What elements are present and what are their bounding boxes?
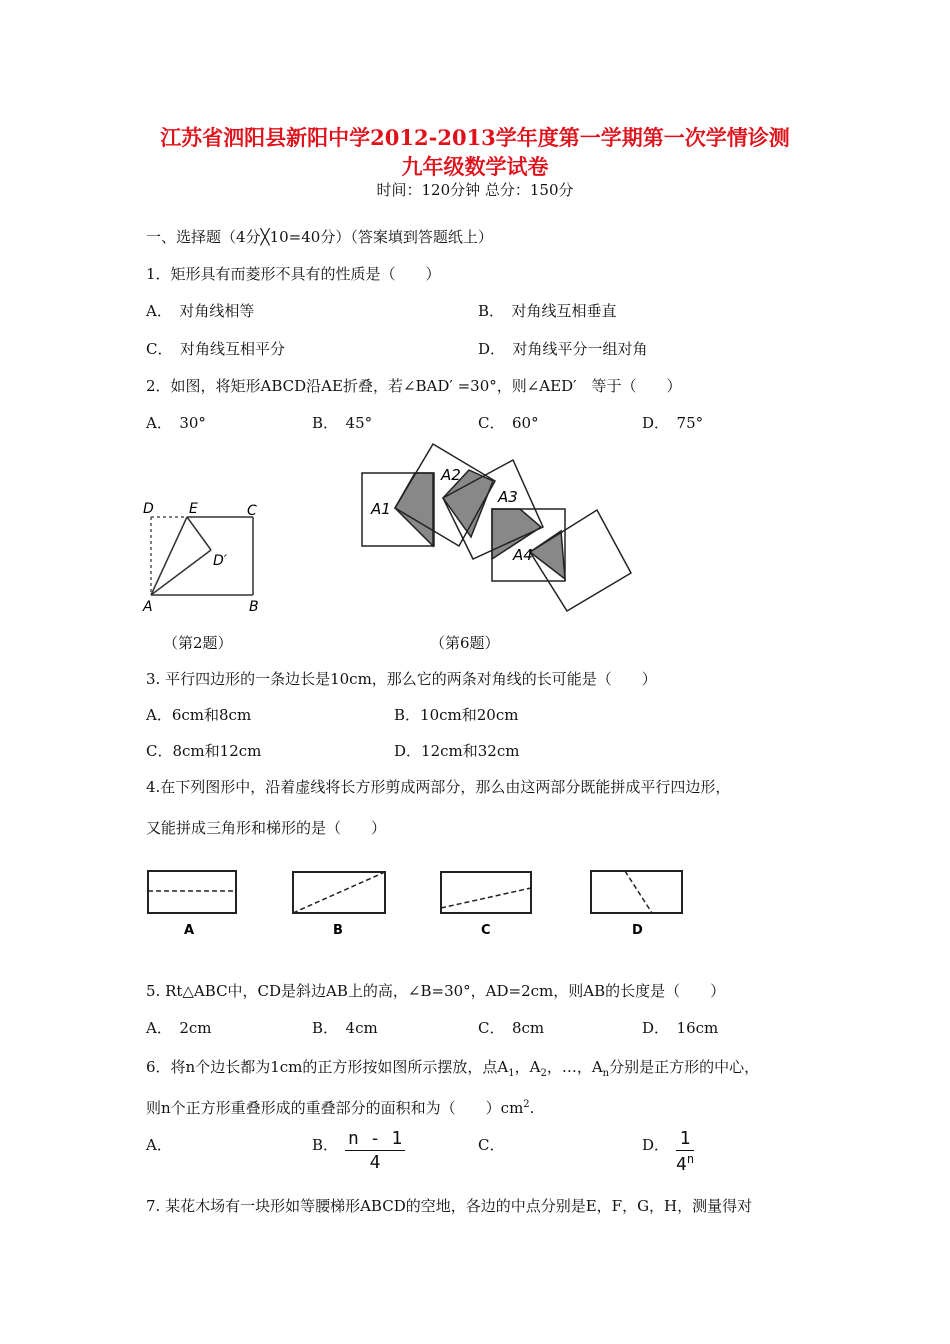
q4-label-c: C <box>481 923 491 938</box>
q6-label-a4: A4 <box>513 546 533 564</box>
q5-option-a: A． 2cm <box>146 1019 212 1037</box>
q3-option-a: A．6cm和8cm <box>146 706 252 724</box>
q6-figure <box>355 440 640 615</box>
q4-label-b: B <box>333 923 343 938</box>
q1-stem: 1．矩形具有而菱形不具有的性质是（ ） <box>146 265 441 283</box>
q6-option-a: A． <box>146 1136 172 1154</box>
q6-option-d-fraction <box>676 1128 694 1175</box>
q4-cut-b <box>293 872 385 913</box>
q2-label-a: A <box>143 599 153 615</box>
q4-rect-a <box>148 871 236 913</box>
q6-label-a1: A1 <box>371 500 391 518</box>
q2-caption: （第2题） <box>163 634 233 652</box>
q6-d-denominator: 4$^n$ <box>676 1152 695 1175</box>
exam-title-line2: 九年级数学试卷 <box>401 154 549 179</box>
q6-d-numerator: 1 <box>676 1128 694 1151</box>
q2-edge-ad <box>151 550 211 595</box>
q4-rect-d <box>591 871 682 913</box>
q2-edge-ed <box>187 517 211 550</box>
q7-stem: 7. 某花木场有一块形如等腰梯形ABCD的空地，各边的中点分别是E，F，G，H，测量得对 <box>146 1197 753 1215</box>
exam-title-line1: 江苏省泗阳县新阳中学2012-2013学年度第一学期第一次学情诊测 <box>160 125 790 150</box>
q6-stem-line1: 6．将n个边长都为1cm的正方形按如图所示摆放，点$A_1$，$A_2$，…，$A_n$分别是正方形的中心， <box>146 1058 760 1079</box>
q5-option-c: C． 8cm <box>478 1019 545 1037</box>
q6-option-d: D． <box>642 1136 670 1154</box>
q5-stem: 5. Rt△ABC中，CD是斜边AB上的高，∠B=30°，AD=2cm，则AB的长度是（ ） <box>146 982 726 1000</box>
exam-time-info: 时间：120分钟 总分：150分 <box>376 181 574 199</box>
q6-option-c: C． <box>478 1136 505 1154</box>
q2-label-c: C <box>247 503 257 519</box>
q2-stem: 2．如图，将矩形ABCD沿AE折叠，若∠BAD′ =30°，则∠AED′ 等于（ ） <box>146 377 682 395</box>
q4-stem-line1: 4.在下列图形中，沿着虚线将长方形剪成两部分，那么由这两部分既能拼成平行四边形， <box>146 778 731 796</box>
q2-fold-ae <box>151 517 187 595</box>
q2-label-b: B <box>249 599 259 615</box>
q6-overlap-4 <box>530 531 565 579</box>
q6-b-denominator: 4 <box>369 1152 381 1173</box>
q4-figures <box>140 862 700 942</box>
q2-option-b: B． 45° <box>312 414 373 432</box>
q6-label-a3: A3 <box>498 488 518 506</box>
q4-cut-c <box>441 888 531 908</box>
q2-label-e: E <box>189 501 198 517</box>
q2-label-dprime: D′ <box>213 553 227 569</box>
q2-label-d: D <box>143 501 154 517</box>
q1-option-c: C． 对角线互相平分 <box>146 340 285 358</box>
q4-rect-c <box>441 872 531 913</box>
q3-option-c: C．8cm和12cm <box>146 742 262 760</box>
q4-label-d: D <box>632 923 643 938</box>
q5-option-b: B． 4cm <box>312 1019 378 1037</box>
q6-caption: （第6题） <box>430 634 500 652</box>
q6-option-b: B． <box>312 1136 339 1154</box>
q3-option-b: B．10cm和20cm <box>394 706 519 724</box>
q6-b-numerator: n - 1 <box>345 1128 405 1151</box>
q6-option-b-fraction <box>345 1128 405 1173</box>
q3-stem: 3. 平行四边形的一条边长是10cm，那么它的两条对角线的长可能是（ ） <box>146 670 657 688</box>
q2-option-a: A． 30° <box>146 414 206 432</box>
q1-option-a: A． 对角线相等 <box>146 302 255 320</box>
q4-label-a: A <box>184 923 195 938</box>
q2-option-d: D． 75° <box>642 414 704 432</box>
q2-option-c: C． 60° <box>478 414 539 432</box>
q1-option-d: D． 对角线平分一组对角 <box>478 340 648 358</box>
q5-option-d: D． 16cm <box>642 1019 719 1037</box>
q6-stem-line2: 则n个正方形重叠形成的重叠部分的面积和为（ ）$cm^2$. <box>146 1099 535 1117</box>
section-heading: 一、选择题（4分╳10=40分）（答案填到答题纸上） <box>146 228 493 246</box>
q4-stem-line2: 又能拼成三角形和梯形的是（ ） <box>146 819 387 837</box>
q6-label-a2: A2 <box>441 466 461 484</box>
q6-overlap-1 <box>395 473 433 546</box>
q3-option-d: D．12cm和32cm <box>394 742 520 760</box>
q2-figure <box>135 495 275 620</box>
q1-option-b: B． 对角线互相垂直 <box>478 302 617 320</box>
q4-cut-d <box>625 871 652 913</box>
